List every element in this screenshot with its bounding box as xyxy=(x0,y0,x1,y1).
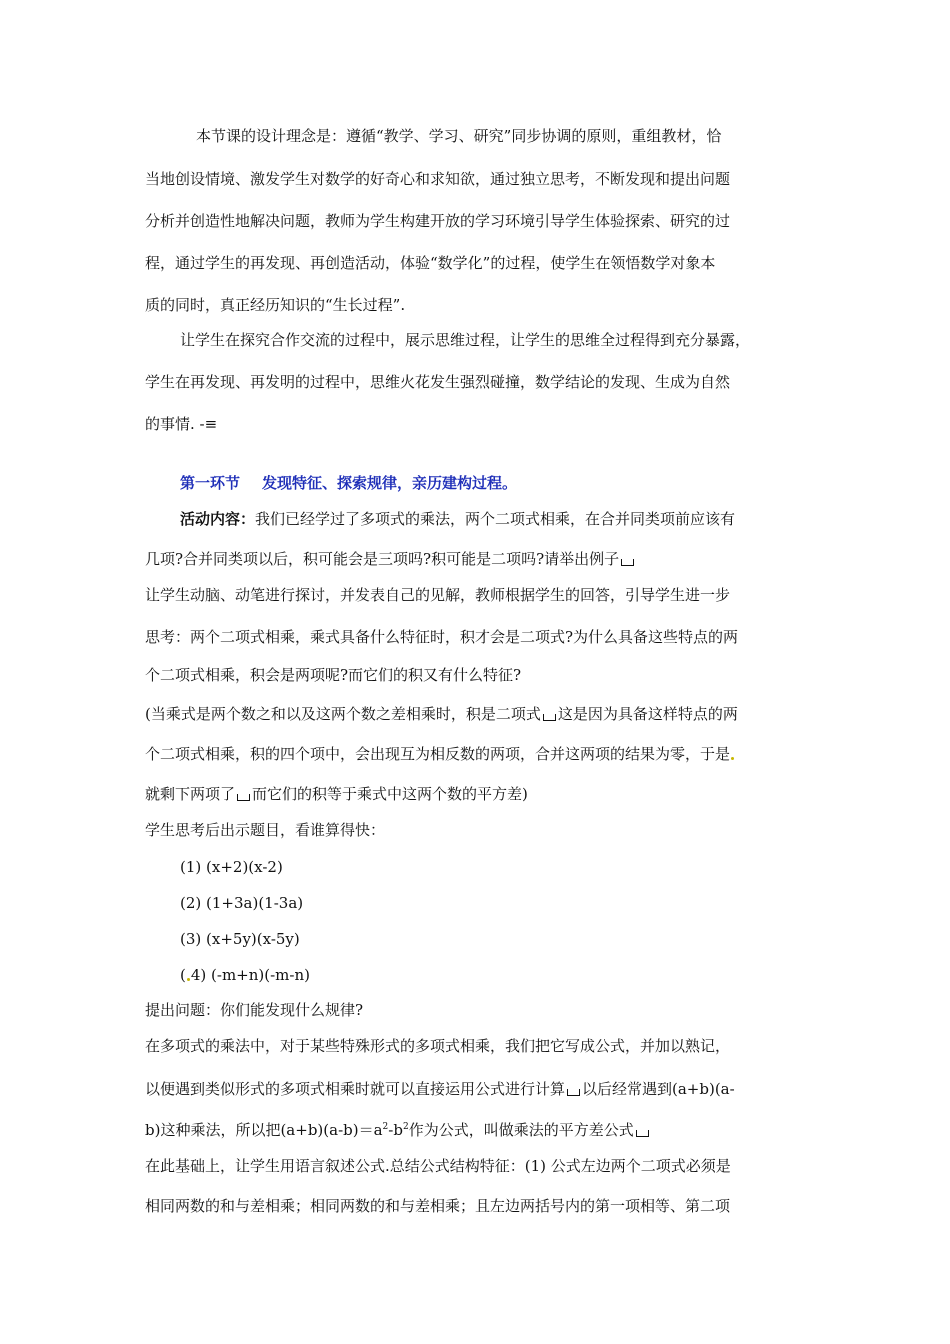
exercise-item: (3) (x+5y)(x-5y) xyxy=(180,930,300,948)
activity-line xyxy=(145,745,735,763)
activity-line xyxy=(145,705,738,723)
section-label: 第一环节 xyxy=(180,474,241,492)
exercise-prefix: ( xyxy=(180,966,186,984)
paragraph-line: 程，通过学生的再发现、再创造活动，体验“数学化”的过程，使学生在领悟数学对象本 xyxy=(145,254,716,272)
activity-line: 让学生动脑、动笔进行探讨，并发表自己的见解，教师根据学生的回答，引导学生进一步 xyxy=(145,586,731,604)
activity-line: 学生思考后出示题目，看谁算得快： xyxy=(145,821,386,839)
section-heading xyxy=(180,474,517,492)
closing-line xyxy=(145,1080,735,1098)
closing-text: 以后经常遇到(a+b)(a- xyxy=(582,1080,735,1098)
activity-text: 个二项式相乘，积的四个项中，会出现互为相反数的两项，合并这两项的结果为零，于是 xyxy=(145,745,731,763)
activity-text: 这是因为具备这样特点的两 xyxy=(557,705,738,723)
exercise-item: (1) (x+2)(x-2) xyxy=(180,858,283,876)
exercise-text: 4) (-m+n)(-m-n) xyxy=(190,966,310,984)
activity-text: 我们已经学过了多项式的乘法，两个二项式相乘，在合并同类项前应该有 xyxy=(255,510,736,528)
dot-mark-icon xyxy=(731,757,734,760)
paragraph-mark-icon xyxy=(621,559,634,566)
paragraph-line: 学生在再发现、再发明的过程中，思维火花发生强烈碰撞，数学结论的发现、生成为自然 xyxy=(145,373,731,391)
closing-line: 在此基础上，让学生用语言叙述公式.总结公式结构特征：(1) 公式左边两个二项式必须是 xyxy=(145,1157,731,1175)
formula-line xyxy=(145,1121,651,1139)
activity-line: 个二项式相乘，积会是两项呢?而它们的积又有什么特征? xyxy=(145,666,522,684)
paragraph-mark-icon xyxy=(543,714,556,721)
closing-text: 以便遇到类似形式的多项式相乘时就可以直接运用公式进行计算 xyxy=(145,1080,566,1098)
paragraph-mark-icon xyxy=(237,794,250,801)
activity-text: 几项?合并同类项以后，积可能会是三项吗?积可能是二项吗?请举出例子 xyxy=(145,550,620,568)
formula-text: b)这种乘法，所以把(a+b)(a-b)＝a xyxy=(145,1121,383,1139)
closing-line: 相同两数的和与差相乘；相同两数的和与差相乘；且左边两括号内的第一项相等、第二项 xyxy=(145,1197,731,1215)
formula-superscript: 2 xyxy=(402,1122,409,1132)
paragraph-line: 本节课的设计理念是：遵循“教学、学习、研究”同步协调的原则，重组教材，恰 xyxy=(196,127,722,145)
activity-line xyxy=(180,510,735,528)
activity-text: (当乘式是两个数之和以及这两个数之差相乘时，积是二项式 xyxy=(145,705,541,723)
formula-superscript: 2 xyxy=(382,1122,389,1132)
paragraph-line: 让学生在探究合作交流的过程中，展示思维过程，让学生的思维全过程得到充分暴露， xyxy=(180,331,751,349)
activity-line: 思考：两个二项式相乘，乘式具备什么特征时，积才会是二项式?为什么具备这些特点的两 xyxy=(145,628,739,646)
formula-text: 作为公式，叫做乘法的平方差公式 xyxy=(408,1121,634,1139)
exercise-item: (2) (1+3a)(1-3a) xyxy=(180,894,304,912)
dot-mark-icon xyxy=(187,978,190,981)
paragraph-mark-icon xyxy=(636,1130,649,1137)
section-title: 发现特征、探索规律，亲历建构过程。 xyxy=(262,474,518,492)
closing-line: 在多项式的乘法中，对于某些特殊形式的多项式相乘，我们把它写成公式，并加以熟记， xyxy=(145,1037,731,1055)
formula-text: -b xyxy=(388,1121,403,1139)
paragraph-line: 当地创设情境、激发学生对数学的好奇心和求知欲，通过独立思考，不断发现和提出问题 xyxy=(145,170,731,188)
activity-label: 活动内容： xyxy=(180,510,256,528)
question-line: 提出问题：你们能发现什么规律? xyxy=(145,1001,364,1019)
paragraph-line: 的事情. -≡ xyxy=(145,415,218,433)
paragraph-line: 质的同时，真正经历知识的“生长过程”. xyxy=(145,296,406,314)
exercise-item xyxy=(180,966,310,984)
paragraph-mark-icon xyxy=(567,1089,580,1096)
activity-text: 就剩下两项了 xyxy=(145,785,236,803)
paragraph-line: 分析并创造性地解决问题，教师为学生构建开放的学习环境引导学生体验探索、研究的过 xyxy=(145,212,731,230)
activity-line xyxy=(145,785,528,803)
activity-line xyxy=(145,550,636,568)
activity-text: 而它们的积等于乘式中这两个数的平方差) xyxy=(252,785,528,803)
